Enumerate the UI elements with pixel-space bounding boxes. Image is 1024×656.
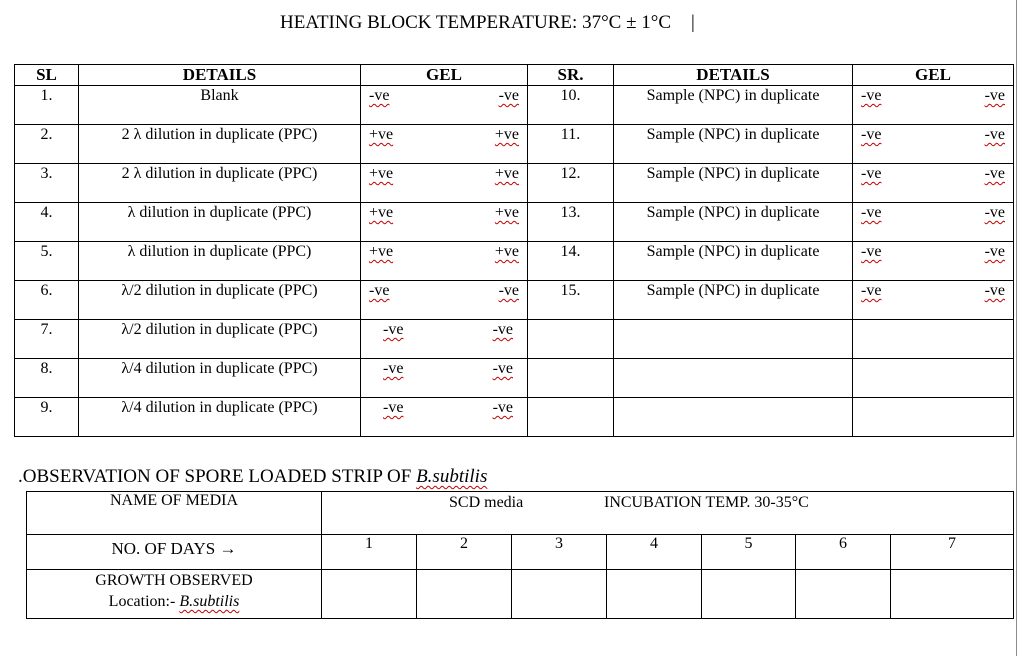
header-details-2: DETAILS — [614, 65, 853, 86]
gel-result: +ve — [369, 126, 394, 143]
heading-text: HEATING BLOCK TEMPERATURE: 37°C ± 1°C — [280, 12, 672, 33]
growth-cell — [607, 570, 702, 619]
row-sr: 13. — [528, 203, 614, 242]
table-row — [15, 398, 1014, 437]
row-sr: 15. — [528, 281, 614, 320]
gel-result: -ve — [492, 399, 513, 416]
gel-result: +ve — [494, 204, 519, 221]
gel-pair — [369, 125, 519, 145]
media-value: SCD media — [449, 494, 524, 511]
growth-cell — [322, 570, 417, 619]
page-edge — [1016, 0, 1017, 656]
header-gel: GEL — [361, 65, 528, 86]
day-number: 3 — [512, 535, 607, 570]
gel-result: -ve — [861, 243, 882, 260]
growth-label: GROWTH OBSERVED — [95, 572, 253, 589]
gel-pair — [369, 320, 519, 340]
media-row — [27, 492, 1014, 535]
row-sr: 11. — [528, 125, 614, 164]
growth-cell — [417, 570, 512, 619]
gel-cell — [361, 359, 528, 398]
gel-result: -ve — [861, 126, 882, 143]
page-heading — [280, 12, 695, 34]
gel-cell — [853, 203, 1014, 242]
days-label: NO. OF DAYS → — [27, 535, 322, 570]
observation-organism: B.subtilis — [416, 466, 488, 487]
gel-table-header — [15, 65, 1014, 86]
gel-pair — [861, 86, 1005, 106]
row-sr: 12. — [528, 164, 614, 203]
location-organism: B.subtilis — [179, 593, 240, 610]
header-sl: SL — [15, 65, 79, 86]
row-details: λ dilution in duplicate (PPC) — [79, 203, 361, 242]
day-number: 6 — [796, 535, 891, 570]
row-details: Blank — [79, 86, 361, 125]
gel-cell — [361, 86, 528, 125]
row-sl: 6. — [15, 281, 79, 320]
row-sl: 1. — [15, 86, 79, 125]
gel-result: -ve — [369, 282, 390, 299]
gel-result: +ve — [369, 243, 394, 260]
row-details: 2 λ dilution in duplicate (PPC) — [79, 164, 361, 203]
row-sr: 10. — [528, 86, 614, 125]
empty-cell — [853, 359, 1014, 398]
row-details: Sample (NPC) in duplicate — [614, 203, 853, 242]
row-sl: 2. — [15, 125, 79, 164]
day-number: 2 — [417, 535, 512, 570]
gel-result: -ve — [383, 399, 404, 416]
gel-result: +ve — [494, 165, 519, 182]
gel-result: +ve — [494, 126, 519, 143]
gel-result: -ve — [492, 321, 513, 338]
empty-cell — [614, 320, 853, 359]
header-sr: SR. — [528, 65, 614, 86]
table-row — [15, 164, 1014, 203]
row-sl: 3. — [15, 164, 79, 203]
gel-result: -ve — [861, 165, 882, 182]
row-details: λ/4 dilution in duplicate (PPC) — [79, 359, 361, 398]
gel-cell — [853, 242, 1014, 281]
observation-table — [26, 491, 1014, 619]
gel-pair — [861, 125, 1005, 145]
gel-result: +ve — [369, 204, 394, 221]
gel-result: -ve — [369, 87, 390, 104]
gel-result: -ve — [383, 360, 404, 377]
row-details: Sample (NPC) in duplicate — [614, 164, 853, 203]
days-row — [27, 535, 1014, 570]
empty-cell — [528, 398, 614, 437]
empty-cell — [614, 398, 853, 437]
row-details: Sample (NPC) in duplicate — [614, 242, 853, 281]
gel-result: -ve — [861, 87, 882, 104]
growth-cell — [512, 570, 607, 619]
gel-cell — [361, 125, 528, 164]
row-sl: 7. — [15, 320, 79, 359]
gel-cell — [853, 164, 1014, 203]
observation-title-text: .OBSERVATION OF SPORE LOADED STRIP OF — [18, 466, 417, 487]
incubation-temp: INCUBATION TEMP. 30-35°C — [604, 494, 809, 511]
row-sr: 14. — [528, 242, 614, 281]
row-details: λ/2 dilution in duplicate (PPC) — [79, 320, 361, 359]
gel-cell — [361, 398, 528, 437]
growth-label-cell — [27, 570, 322, 619]
gel-pair — [861, 242, 1005, 262]
media-label: NAME OF MEDIA — [27, 492, 322, 535]
gel-result: -ve — [861, 204, 882, 221]
empty-cell — [614, 359, 853, 398]
empty-cell — [528, 320, 614, 359]
gel-result: +ve — [494, 243, 519, 260]
gel-cell — [361, 164, 528, 203]
row-sl: 8. — [15, 359, 79, 398]
gel-result: -ve — [984, 204, 1005, 221]
gel-pair — [369, 86, 519, 106]
header-gel-2: GEL — [853, 65, 1014, 86]
location-label: Location:- — [108, 593, 180, 610]
day-number: 4 — [607, 535, 702, 570]
row-details: Sample (NPC) in duplicate — [614, 86, 853, 125]
gel-pair — [369, 242, 519, 262]
gel-pair — [369, 203, 519, 223]
gel-pair — [861, 203, 1005, 223]
table-row — [15, 86, 1014, 125]
media-info-cell — [322, 492, 1014, 535]
gel-result: -ve — [383, 321, 404, 338]
growth-cell — [891, 570, 1014, 619]
row-details: Sample (NPC) in duplicate — [614, 125, 853, 164]
empty-cell — [853, 320, 1014, 359]
gel-pair — [861, 164, 1005, 184]
gel-pair — [369, 359, 519, 379]
growth-row — [27, 570, 1014, 619]
row-sl: 4. — [15, 203, 79, 242]
day-number: 7 — [891, 535, 1014, 570]
header-details: DETAILS — [79, 65, 361, 86]
empty-cell — [853, 398, 1014, 437]
gel-cell — [361, 242, 528, 281]
row-details: Sample (NPC) in duplicate — [614, 281, 853, 320]
row-details: 2 λ dilution in duplicate (PPC) — [79, 125, 361, 164]
row-details: λ/2 dilution in duplicate (PPC) — [79, 281, 361, 320]
text-cursor: | — [691, 12, 695, 33]
gel-cell — [853, 125, 1014, 164]
table-row — [15, 203, 1014, 242]
table-row — [15, 242, 1014, 281]
gel-pair — [369, 164, 519, 184]
table-row — [15, 281, 1014, 320]
table-row — [15, 320, 1014, 359]
gel-cell — [853, 86, 1014, 125]
gel-pair — [369, 281, 519, 301]
gel-cell — [361, 320, 528, 359]
row-details: λ/4 dilution in duplicate (PPC) — [79, 398, 361, 437]
gel-result: +ve — [369, 165, 394, 182]
gel-results-table — [14, 64, 1014, 437]
table-row — [15, 125, 1014, 164]
row-details: λ dilution in duplicate (PPC) — [79, 242, 361, 281]
gel-result: -ve — [984, 87, 1005, 104]
growth-cell — [796, 570, 891, 619]
gel-cell — [361, 281, 528, 320]
gel-cell — [361, 203, 528, 242]
gel-result: -ve — [984, 243, 1005, 260]
gel-result: -ve — [498, 87, 519, 104]
location-line — [27, 591, 321, 612]
growth-cell — [702, 570, 796, 619]
gel-cell — [853, 281, 1014, 320]
gel-result: -ve — [492, 360, 513, 377]
empty-cell — [528, 359, 614, 398]
day-number: 1 — [322, 535, 417, 570]
table-row — [15, 359, 1014, 398]
gel-pair — [369, 398, 519, 418]
row-sl: 5. — [15, 242, 79, 281]
gel-result: -ve — [861, 282, 882, 299]
gel-pair — [861, 281, 1005, 301]
observation-title — [18, 466, 487, 488]
gel-result: -ve — [984, 126, 1005, 143]
row-sl: 9. — [15, 398, 79, 437]
day-number: 5 — [702, 535, 796, 570]
gel-result: -ve — [984, 282, 1005, 299]
gel-result: -ve — [498, 282, 519, 299]
gel-result: -ve — [984, 165, 1005, 182]
